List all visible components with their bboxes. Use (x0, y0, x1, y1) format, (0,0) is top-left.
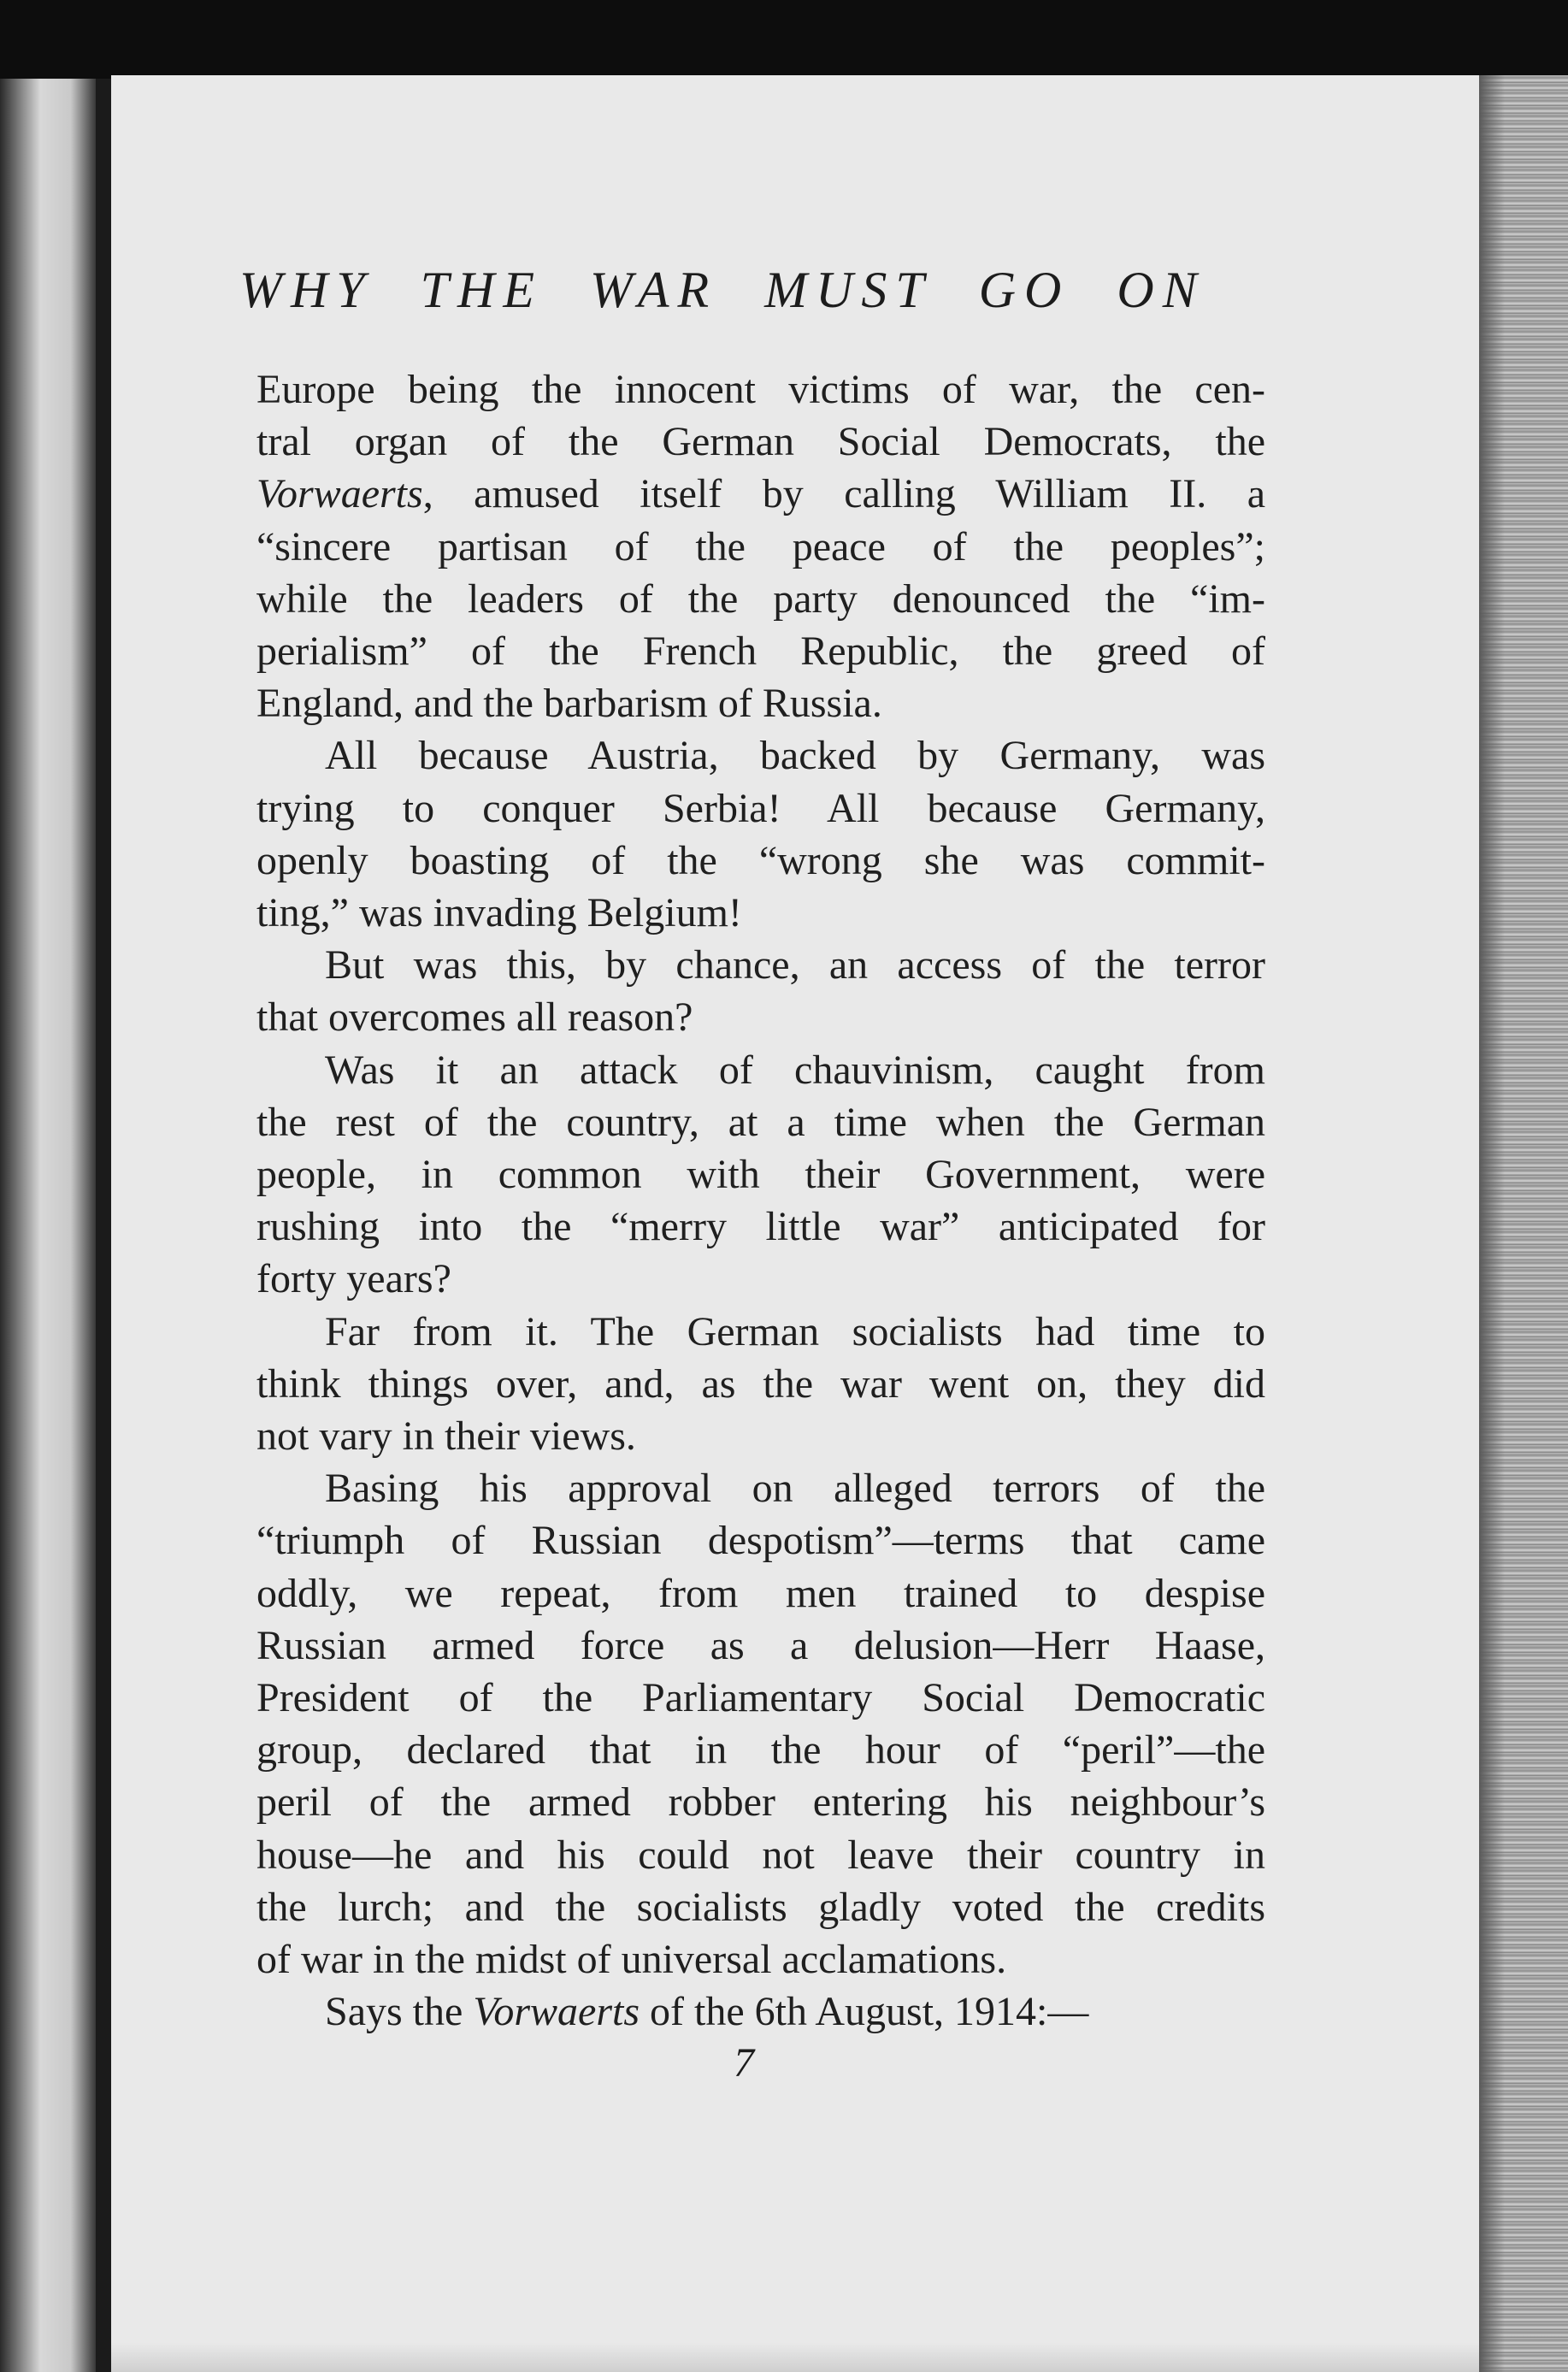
text-line: Russian armed force as a delusion—Herr Haase, (256, 1622, 1265, 1668)
paragraph (256, 1044, 1265, 1306)
gutter-shadow (96, 79, 111, 2372)
text-line: of war in the midst of universal acclamations. (256, 1937, 1007, 1983)
text-line: house—he and his could not leave their country in (256, 1832, 1265, 1878)
text-line: Says the Vorwaerts of the 6th August, 1914:— (325, 1989, 1089, 2035)
text-line: tral organ of the German Social Democrats, the (256, 419, 1265, 465)
text-line: “sincere partisan of the peace of the peoples”; (256, 523, 1265, 569)
text-line: “triumph of Russian despotism”—terms that came (256, 1518, 1265, 1564)
paragraph (256, 1986, 1265, 2038)
text-line: while the leaders of the party denounced the “im- (256, 575, 1265, 622)
newspaper-title: Vorwaerts (473, 1989, 640, 2035)
text-line: forty years? (256, 1256, 451, 1302)
paragraph (256, 1462, 1265, 1986)
text-line: rushing into the “merry little war” anticipated for (256, 1204, 1265, 1250)
text-line: that overcomes all reason? (256, 994, 693, 1041)
text-line: All because Austria, backed by Germany, was (325, 733, 1265, 779)
page-stack-edge (1479, 75, 1568, 2372)
paragraph (256, 939, 1265, 1043)
text-line: Basing his approval on alleged terrors of the (325, 1466, 1265, 1512)
text-line: group, declared that in the hour of “peril”—the (256, 1727, 1265, 1773)
text-line: ting,” was invading Belgium! (256, 890, 742, 936)
text-line: Far from it. The German socialists had time to (325, 1308, 1265, 1354)
paragraph (256, 1306, 1265, 1463)
text-line: Europe being the innocent victims of war, the cen- (256, 367, 1265, 412)
text-line: the rest of the country, at a time when the German (256, 1099, 1265, 1145)
page-number: 7 (734, 2040, 754, 2086)
text-line: Vorwaerts, amused itself by calling William II. a (256, 471, 1265, 517)
text-line: President of the Parliamentary Social Democratic (256, 1675, 1265, 1721)
text-line: oddly, we repeat, from men trained to despise (256, 1570, 1265, 1616)
text-line: But was this, by chance, an access of the terror (325, 942, 1265, 988)
paragraph (256, 363, 1265, 729)
facing-page-edge (0, 79, 101, 2372)
text-line: the lurch; and the socialists gladly voted the credits (256, 1884, 1265, 1930)
paragraph (256, 729, 1265, 939)
text-line: openly boasting of the “wrong she was commit- (256, 837, 1265, 883)
text-line: not vary in their views. (256, 1413, 636, 1460)
newspaper-title: Vorwaerts (256, 471, 423, 517)
text-line: peril of the armed robber entering his neighbour’s (256, 1779, 1265, 1826)
text-line: people, in common with their Government, were (256, 1152, 1265, 1198)
text-line: perialism” of the French Republic, the greed of (256, 628, 1265, 675)
text-line: trying to conquer Serbia! All because Germany, (256, 785, 1265, 831)
page-bottom-shadow (111, 2343, 1479, 2372)
text-line: England, and the barbarism of Russia. (256, 681, 882, 727)
body-text (256, 363, 1265, 2039)
text-line: Was it an attack of chauvinism, caught from (325, 1047, 1265, 1093)
running-head: WHY THE WAR MUST GO ON (239, 262, 1205, 318)
text-line: think things over, and, as the war went on, they did (256, 1360, 1265, 1407)
scanner-top-border (0, 0, 1568, 79)
